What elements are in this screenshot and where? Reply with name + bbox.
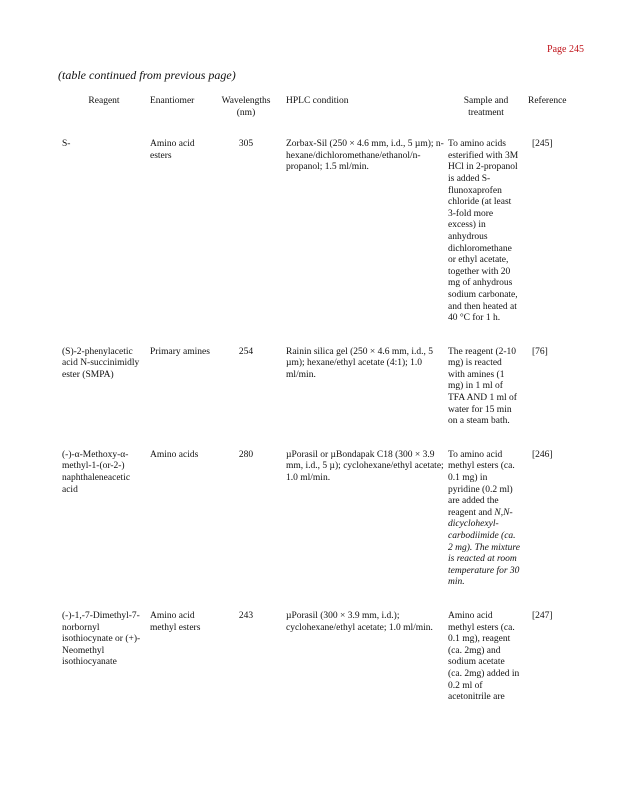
cell-reference: [247] [532,610,553,621]
cell-reference: [246] [532,449,553,460]
cell-reagent: (S)-2-phenylacetic acid N-succinimidly ester (SMPA) [62,346,140,380]
header-hplc-condition: HPLC condition [286,96,349,106]
cell-enantiomer: Amino acid methyl esters [150,610,201,633]
cell-hplc-condition: Rainin silica gel (250 × 4.6 mm, i.d., 5 µm); hexane/ethyl acetate (4:1); 1.0 ml/min. [286,346,434,380]
cell-enantiomer: Amino acid esters [150,139,195,161]
sample-text: To amino acid methyl esters (ca. 0.1 mg) in pyridine (0.2 ml) are added the reagent and [448,449,515,518]
table-continued-note: (table continued from previous page) [58,68,236,82]
table-row [60,611,580,726]
cell-reference: [245] [532,139,553,150]
sample-text: The reagent (2-10 mg) is reacted with amines (1 mg) in 1 ml of TFA AND 1 ml of water for 15 min on a steam bath. [448,346,517,427]
cell-hplc-condition: µPorasil or µBondapak C18 (300 × 3.9 mm, i.d., 5 µ); cyclohexane/ethyl acetate; 1.0 ml/min. [286,449,444,484]
cell-sample-treatment [446,611,526,726]
reagent-table [60,96,580,726]
cell-wavelength: 254 [238,346,254,357]
header-reference: Reference [528,96,567,106]
header-wavelengths: Wavelengths (nm) [221,96,271,118]
cell-hplc-condition: µPorasil (300 × 3.9 mm, i.d.); cyclohexane/ethyl acetate; 1.0 ml/min. [286,610,433,633]
header-enantiomer: Enantiomer [150,96,195,106]
cell-hplc-condition: Zorbax-Sil (250 × 4.6 mm, i.d., 5 µm); n-hexane/dichloromethane/ethanol/n-propanol; 1.5 ml/min. [286,139,444,173]
header-reagent: Reagent [88,96,120,106]
header-sample-treatment: Sample and treatment [463,96,509,118]
cell-reagent: (-)-α-Methoxy-α-methyl-1-(or-2-) naphthaleneacetic acid [62,449,131,495]
sample-text: To amino acids esterified with 3M HCl in 2-propanol is added S-flunoxaprofen chloride (at least 3-fold more excess) in anhydrous dichloromethane or ethyl acetate, together with 20 mg of anhydrous sodium carbonate, and then heated at 40 °C for 1 h. [448,139,519,324]
cell-sample-treatment [446,450,526,611]
cell-sample-treatment [446,139,526,347]
table-header-row [60,96,580,139]
cell-enantiomer: Primary amines [150,346,210,357]
cell-sample-treatment [446,347,526,450]
cell-reagent: (-)-1,-7-Dimethyl-7-norbornyl isothiocynate or (+)-Neomethyl isothiocyanate [62,610,141,668]
table-row [60,347,580,450]
table-row [60,450,580,611]
sample-text: Amino acid methyl esters (ca. 0.1 mg), reagent (ca. 2mg) and sodium acetate (ca. 2mg) added in 0.2 ml of acetonitrile are [448,610,520,703]
table-row [60,139,580,347]
cell-reagent: S- [62,139,71,150]
cell-wavelength: 305 [238,139,254,150]
cell-enantiomer: Amino acids [150,449,199,460]
cell-wavelength: 243 [238,610,254,621]
cell-reference: [76] [532,346,548,357]
page-number: Page 245 [547,44,584,55]
sample-text-italic: N,N-dicyclohexyl-carbodiimide (ca. 2 mg). The mixture is reacted at room temperature for 30 min. [448,507,520,588]
cell-wavelength: 280 [238,449,254,460]
